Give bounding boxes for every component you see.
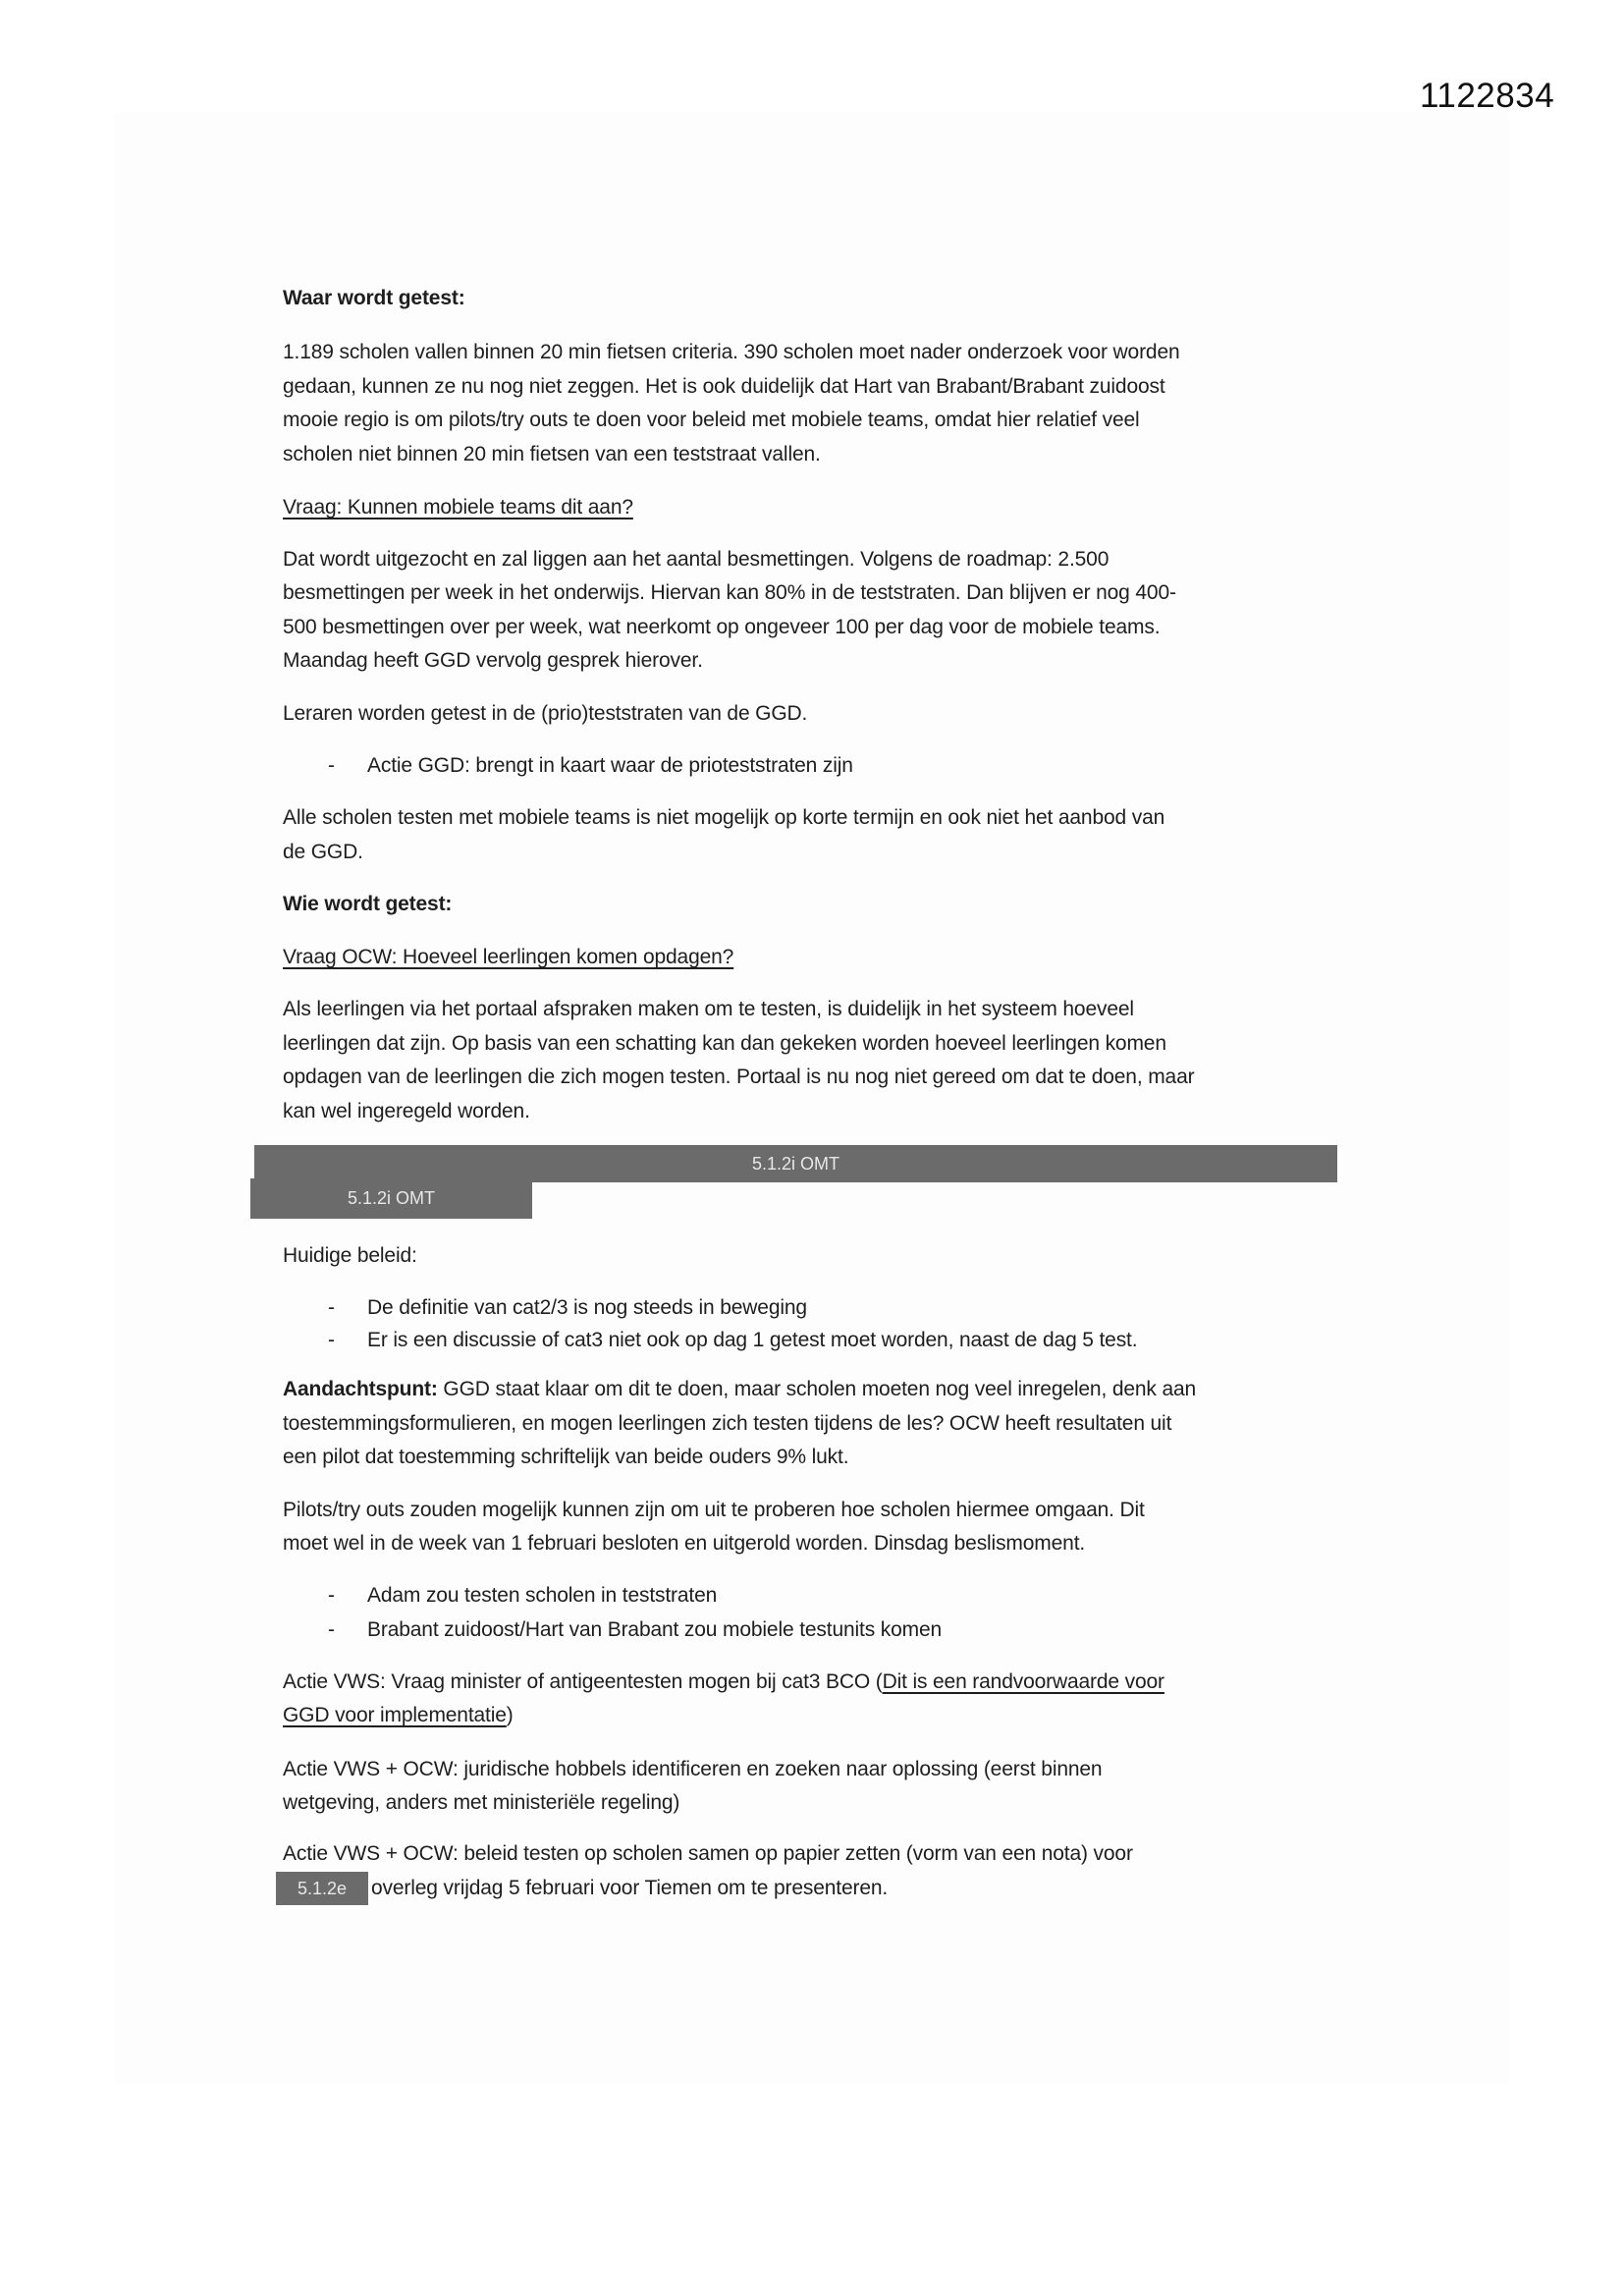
bullet-item: De definitie van cat2/3 is nog steeds in beweging bbox=[367, 1296, 807, 1319]
action-vws-line2 bbox=[283, 1703, 514, 1728]
paragraph-line: Maandag heeft GGD vervolg gesprek hierover. bbox=[283, 649, 703, 672]
paragraph-line: Alle scholen testen met mobiele teams is niet mogelijk op korte termijn en ook niet het aanbod van bbox=[283, 806, 1165, 829]
question-ocw-pupils: Vraag OCW: Hoeveel leerlingen komen opdagen? bbox=[283, 946, 734, 968]
attention-text: GGD staat klaar om dit te doen, maar scholen moeten nog veel inregelen, denk aan bbox=[437, 1378, 1197, 1400]
paragraph-line: Dat wordt uitgezocht en zal liggen aan het aantal besmettingen. Volgens de roadmap: 2.500 bbox=[283, 548, 1110, 571]
paragraph-line: Actie VWS + OCW: beleid testen op scholen samen op papier zetten (vorm van een nota) voor bbox=[283, 1842, 1133, 1865]
paragraph-line: Als leerlingen via het portaal afspraken maken om te testen, is duidelijk in het systeem hoeveel bbox=[283, 998, 1134, 1020]
paragraph-line: 500 besmettingen over per week, wat neerkomt op ongeveer 100 per dag voor de mobiele teams. bbox=[283, 616, 1161, 638]
paragraph-line: opdagen van de leerlingen die zich mogen testen. Portaal is nu nog niet gereed om dat te doen, maar bbox=[283, 1066, 1195, 1088]
bullet-dash: - bbox=[328, 754, 335, 777]
paragraph-line: Pilots/try outs zouden mogelijk kunnen zijn om uit te proberen hoe scholen hiermee omgaan. Dit bbox=[283, 1499, 1145, 1521]
redaction-bar-omt-short: 5.1.2i OMT bbox=[250, 1178, 532, 1219]
action-text: Actie VWS: Vraag minister of antigeentesten mogen bij cat3 BCO ( bbox=[283, 1670, 883, 1693]
redaction-box-512e: 5.1.2e bbox=[276, 1872, 368, 1905]
document-number: 1122834 bbox=[1420, 77, 1555, 115]
heading-wie-wordt-getest: Wie wordt getest: bbox=[283, 893, 453, 915]
bullet-item: Adam zou testen scholen in teststraten bbox=[367, 1584, 718, 1607]
bullet-dash: - bbox=[328, 1296, 335, 1319]
paragraph-line: mooie regio is om pilots/try outs te doen voor beleid met mobiele teams, omdat hier relatief veel bbox=[283, 409, 1140, 431]
paragraph-line: moet wel in de week van 1 februari besloten en uitgerold worden. Dinsdag beslismoment. bbox=[283, 1532, 1086, 1555]
paragraph-line: de GGD. bbox=[283, 841, 363, 863]
bullet-dash: - bbox=[328, 1584, 335, 1607]
paragraph-line: toestemmingsformulieren, en mogen leerlingen zich testen tijdens de les? OCW heeft resultaten uit bbox=[283, 1412, 1172, 1435]
action-underlined-text: GGD voor implementatie bbox=[283, 1704, 507, 1726]
paragraph-line: een pilot dat toestemming schriftelijk van beide ouders 9% lukt. bbox=[283, 1446, 849, 1468]
bullet-dash: - bbox=[328, 1329, 335, 1351]
paragraph-line: Actie VWS + OCW: juridische hobbels identificeren en zoeken naar oplossing (eerst binnen bbox=[283, 1758, 1103, 1780]
paragraph-line: kan wel ingeregeld worden. bbox=[283, 1100, 530, 1122]
bullet-dash: - bbox=[328, 1618, 335, 1641]
bullet-item: Actie GGD: brengt in kaart waar de prioteststraten zijn bbox=[367, 754, 853, 777]
paragraph-line: overleg vrijdag 5 februari voor Tiemen om te presenteren. bbox=[371, 1877, 889, 1899]
teachers-line: Leraren worden getest in de (prio)teststraten van de GGD. bbox=[283, 702, 808, 725]
bullet-item: Brabant zuidoost/Hart van Brabant zou mobiele testunits komen bbox=[367, 1618, 943, 1641]
paragraph-line: wetgeving, anders met ministeriële regeling) bbox=[283, 1791, 680, 1814]
attention-line bbox=[283, 1377, 1196, 1402]
attention-label: Aandachtspunt: bbox=[283, 1378, 438, 1400]
paragraph-line: 1.189 scholen vallen binnen 20 min fietsen criteria. 390 scholen moet nader onderzoek voor worden bbox=[283, 341, 1180, 363]
heading-waar-wordt-getest: Waar wordt getest: bbox=[283, 287, 465, 309]
paragraph-line: gedaan, kunnen ze nu nog niet zeggen. Het is ook duidelijk dat Hart van Brabant/Brabant zuidoost bbox=[283, 375, 1165, 398]
action-underlined-text: Dit is een randvoorwaarde voor bbox=[882, 1670, 1164, 1693]
redaction-bar-omt-wide: 5.1.2i OMT bbox=[254, 1145, 1337, 1182]
paragraph-line: scholen niet binnen 20 min fietsen van een teststraat vallen. bbox=[283, 443, 821, 465]
question-mobile-teams: Vraag: Kunnen mobiele teams dit aan? bbox=[283, 496, 633, 519]
heading-huidige-beleid: Huidige beleid: bbox=[283, 1244, 417, 1267]
action-vws-line1 bbox=[283, 1669, 1164, 1695]
bullet-item: Er is een discussie of cat3 niet ook op dag 1 getest moet worden, naast de dag 5 test. bbox=[367, 1329, 1138, 1351]
paragraph-line: besmettingen per week in het onderwijs. Hiervan kan 80% in de teststraten. Dan blijven er nog 400- bbox=[283, 581, 1176, 604]
action-text: ) bbox=[506, 1704, 514, 1726]
paragraph-line: leerlingen dat zijn. Op basis van een schatting kan dan gekeken worden hoeveel leerlingen komen bbox=[283, 1032, 1166, 1055]
